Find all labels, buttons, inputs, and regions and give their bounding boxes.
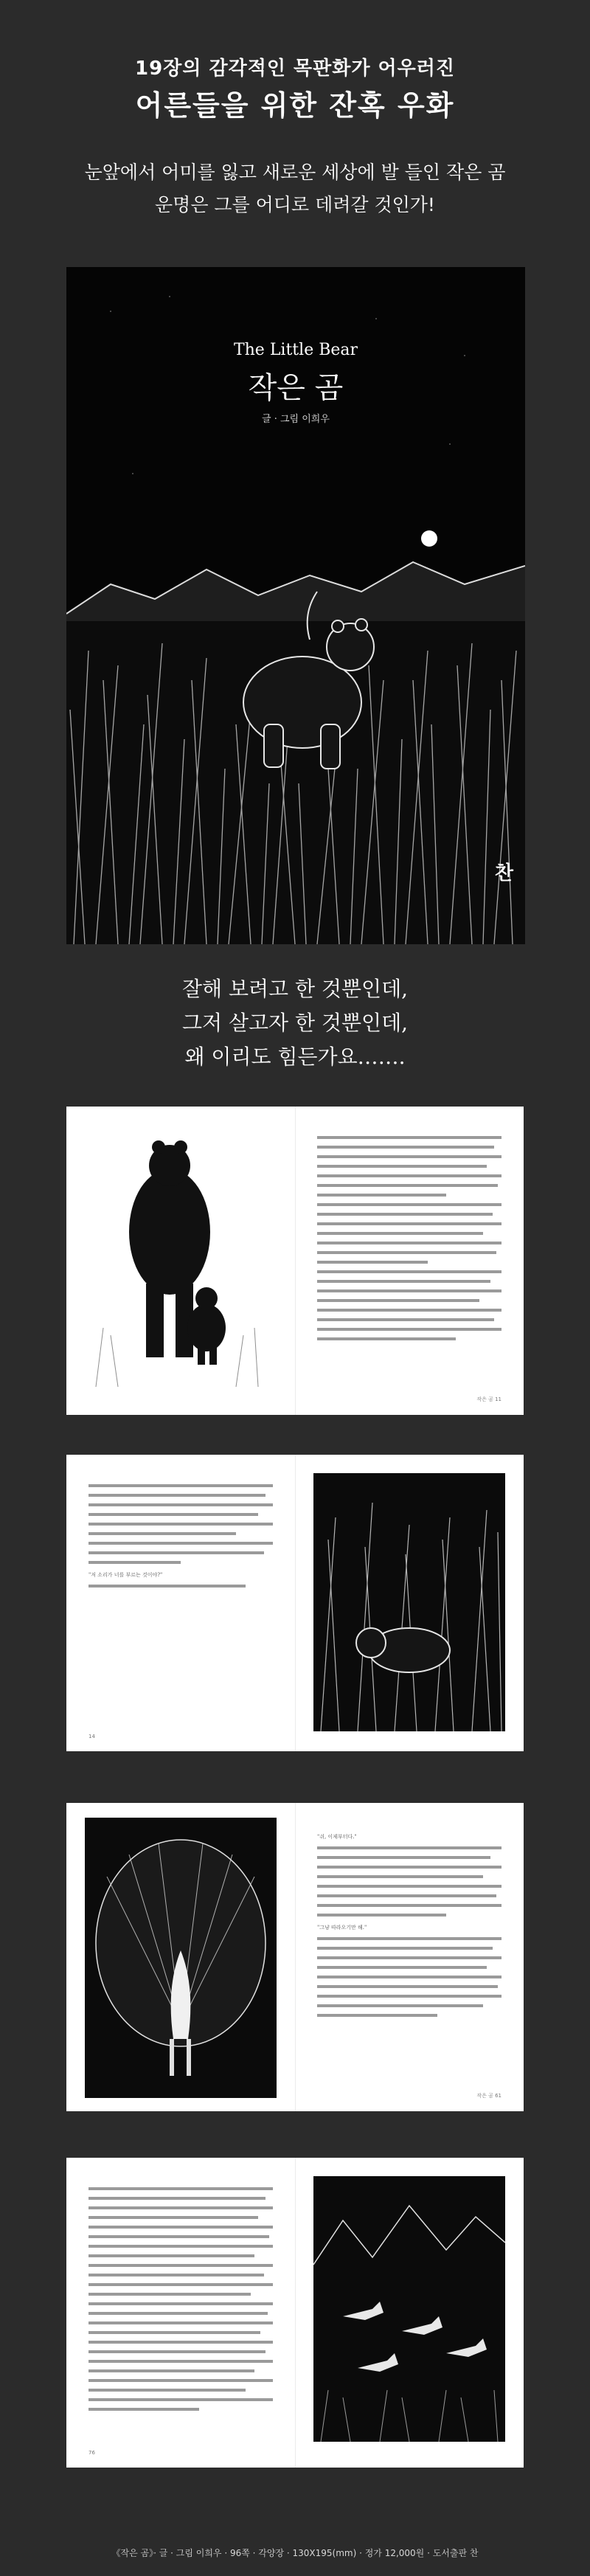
publisher-mark: 찬 bbox=[494, 862, 513, 884]
page-number: 76 bbox=[88, 2450, 95, 2456]
page-dialog-1: "쉬, 이제부터다." bbox=[317, 1834, 357, 1840]
cover-title-korean: 작은 곰 bbox=[248, 371, 344, 405]
book-spread-1 bbox=[66, 1107, 524, 1415]
quote-line-3: 왜 이리도 힘든가요……. bbox=[184, 1045, 406, 1069]
quote-block bbox=[0, 972, 590, 1074]
page-dialog-2: "그냥 따라오기만 해." bbox=[317, 1925, 367, 1931]
page-dialog: "저 소리가 너를 부르는 것이야?" bbox=[88, 1572, 163, 1578]
book-cover bbox=[66, 267, 525, 944]
header-title: 어른들을 위한 잔혹 우화 bbox=[135, 89, 455, 122]
header-subtitle: 19장의 감각적인 목판화가 어우러진 bbox=[135, 58, 455, 80]
page-text-left bbox=[88, 1484, 273, 1594]
intro-line-1: 눈앞에서 어미를 잃고 새로운 세상에 발 들인 작은 곰 bbox=[84, 162, 506, 183]
intro-line-2: 운명은 그를 어디로 데려갈 것인가! bbox=[155, 194, 435, 215]
book-spread-4 bbox=[66, 2158, 524, 2468]
peacock-illustration bbox=[85, 1818, 277, 2098]
moon bbox=[421, 530, 437, 547]
cover-author: 글 · 그림 이희우 bbox=[262, 414, 330, 425]
book-spread-2 bbox=[66, 1455, 524, 1751]
page-number: 작은 곰 61 bbox=[476, 2093, 502, 2099]
page-number: 작은 곰 11 bbox=[476, 1396, 502, 1402]
page-text-right bbox=[317, 1136, 502, 1347]
quote-line-2: 그저 살고자 한 것뿐인데, bbox=[181, 1011, 409, 1035]
cover-title-english: The Little Bear bbox=[233, 341, 358, 359]
book-spread-3 bbox=[66, 1803, 524, 2111]
page-text-right bbox=[317, 1832, 502, 2023]
page-number: 14 bbox=[88, 1734, 95, 1739]
intro-text bbox=[0, 156, 590, 221]
quote-line-1: 잘해 보려고 한 것뿐인데, bbox=[181, 977, 409, 1001]
wolves-night-illustration bbox=[313, 2176, 505, 2442]
bear-in-grass-illustration bbox=[313, 1473, 505, 1731]
page-text-left bbox=[88, 2187, 273, 2417]
book-info-footer: 《작은 곰》· 글 · 그림 이희우 · 96쪽 · 각양장 · 130X195(mm) · 정가 12,000원 · 도서출판 찬 bbox=[111, 2548, 479, 2558]
bear-with-cub-illustration bbox=[88, 1121, 273, 1387]
